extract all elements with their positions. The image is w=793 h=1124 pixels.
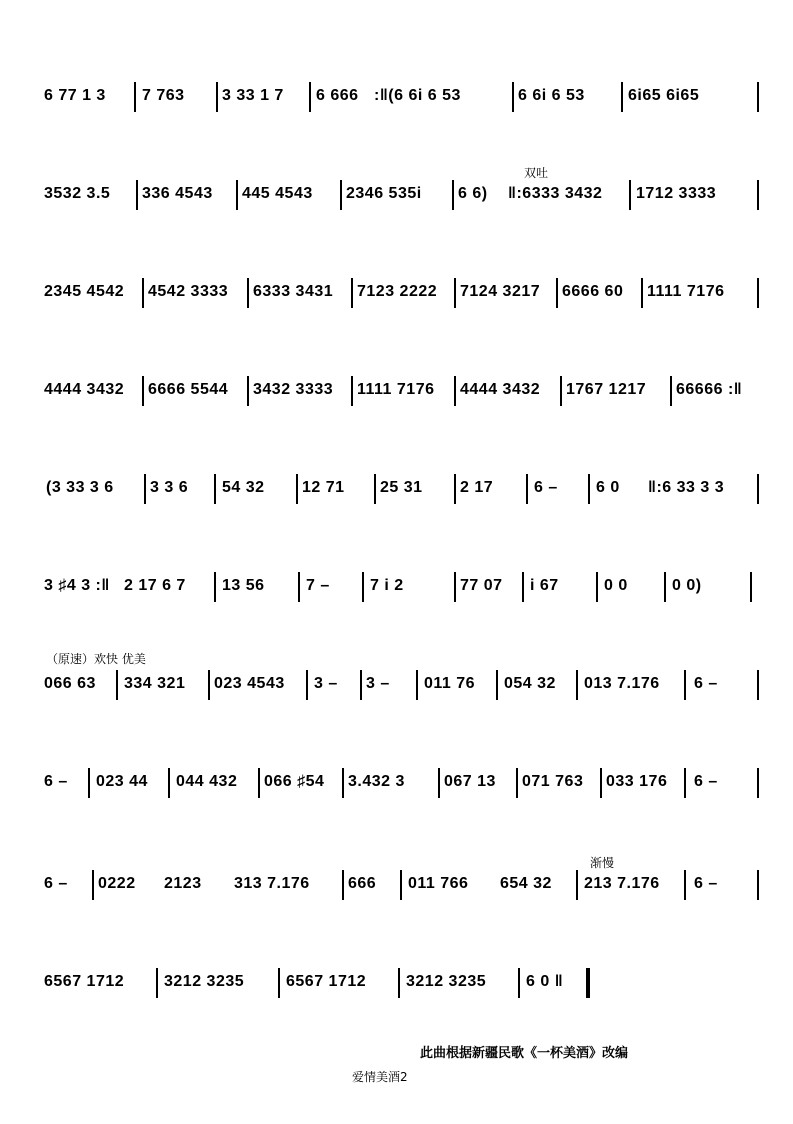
- barline: [641, 278, 643, 308]
- barline: [454, 572, 456, 602]
- measure: 0 0: [604, 577, 628, 594]
- barline: [664, 572, 666, 602]
- tempo-annotation: 渐慢: [590, 856, 615, 870]
- barline: [556, 278, 558, 308]
- measure: 6 –: [694, 675, 718, 692]
- barline: [757, 278, 759, 308]
- barline: [454, 278, 456, 308]
- tempo-annotation: （原速）欢快 优美: [46, 652, 146, 666]
- barline: [522, 572, 524, 602]
- score-row-2: [44, 176, 759, 216]
- measure: 7124 3217: [460, 283, 541, 300]
- barline: [144, 474, 146, 504]
- measure: 66666 :‖: [676, 381, 743, 398]
- barline: [236, 180, 238, 210]
- barline: [340, 180, 342, 210]
- barline: [309, 82, 311, 112]
- measure: 6 6i 6 53: [518, 87, 585, 104]
- barline: [298, 572, 300, 602]
- barline: [88, 768, 90, 798]
- barline: [684, 870, 686, 900]
- score-row-10: [44, 964, 759, 1004]
- score-row-1: [44, 78, 759, 118]
- barline: [342, 870, 344, 900]
- measure: 25 31: [380, 479, 423, 496]
- barline: [454, 376, 456, 406]
- page-label: 爱情美酒2: [352, 1070, 408, 1084]
- source-note: 此曲根据新疆民歌《一杯美酒》改编: [420, 1046, 629, 1061]
- measure: 6 –: [44, 773, 68, 790]
- measure: 334 321: [124, 675, 186, 692]
- barline: [629, 180, 631, 210]
- measure: 654 32: [500, 875, 552, 892]
- measure: 3 33 1 7: [222, 87, 284, 104]
- measure: 0222: [98, 875, 136, 892]
- barline: [247, 376, 249, 406]
- score-row-7: [44, 666, 759, 706]
- barline: [351, 376, 353, 406]
- barline: [757, 870, 759, 900]
- score-row-8: [44, 764, 759, 804]
- measure: :‖(6 6i 6 53: [374, 87, 461, 104]
- measure: 3212 3235: [164, 973, 245, 990]
- measure: 011 76: [424, 675, 476, 692]
- measure: 6 77 1 3: [44, 87, 106, 104]
- barline: [416, 670, 418, 700]
- measure: 2123: [164, 875, 202, 892]
- barline: [560, 376, 562, 406]
- measure: 023 44: [96, 773, 148, 790]
- measure: 213 7.176: [584, 875, 660, 892]
- measure: 066 63: [44, 675, 96, 692]
- measure: ‖:6333 3432: [508, 185, 603, 202]
- measure: 54 32: [222, 479, 265, 496]
- measure: 336 4543: [142, 185, 213, 202]
- barline: [452, 180, 454, 210]
- barline: [168, 768, 170, 798]
- measure: 6666 5544: [148, 381, 229, 398]
- measure: 12 71: [302, 479, 345, 496]
- measure: 1712 3333: [636, 185, 717, 202]
- barline: [400, 870, 402, 900]
- measure: 4444 3432: [460, 381, 541, 398]
- measure: 4542 3333: [148, 283, 229, 300]
- measure: 3 –: [366, 675, 390, 692]
- barline: [600, 768, 602, 798]
- barline: [670, 376, 672, 406]
- measure: 3 –: [314, 675, 338, 692]
- barline: [278, 968, 280, 998]
- barline: [351, 278, 353, 308]
- measure: ‖:6 33 3 3: [648, 479, 725, 496]
- measure: 6567 1712: [286, 973, 367, 990]
- measure: 1767 1217: [566, 381, 647, 398]
- measure: 77 07: [460, 577, 503, 594]
- barline: [596, 572, 598, 602]
- measure: 7 –: [306, 577, 330, 594]
- barline: [296, 474, 298, 504]
- barline: [116, 670, 118, 700]
- score-row-9: [44, 866, 759, 906]
- barline: [142, 278, 144, 308]
- measure: 6i65 6i65: [628, 87, 700, 104]
- barline: [374, 474, 376, 504]
- measure: 313 7.176: [234, 875, 310, 892]
- measure: 666: [348, 875, 377, 892]
- measure: 1111 7176: [357, 381, 435, 398]
- barline: [342, 768, 344, 798]
- barline: [214, 474, 216, 504]
- barline: [516, 768, 518, 798]
- measure: 3 3 6: [150, 479, 189, 496]
- barline: [134, 82, 136, 112]
- score-row-3: [44, 274, 759, 314]
- measure: 3 ♯4 3 :‖: [44, 577, 110, 594]
- barline: [496, 670, 498, 700]
- score-row-6: [44, 568, 759, 608]
- barline: [757, 180, 759, 210]
- barline: [208, 670, 210, 700]
- measure: 0 0): [672, 577, 702, 594]
- measure: 6666 60: [562, 283, 624, 300]
- measure: 6 0 ‖: [526, 973, 564, 990]
- barline: [621, 82, 623, 112]
- measure: 013 7.176: [584, 675, 660, 692]
- measure: 3212 3235: [406, 973, 487, 990]
- measure: 066 ♯54: [264, 773, 325, 790]
- barline: [247, 278, 249, 308]
- barline: [258, 768, 260, 798]
- barline: [526, 474, 528, 504]
- barline: [438, 768, 440, 798]
- measure: 6 666: [316, 87, 359, 104]
- measure: 6 –: [44, 875, 68, 892]
- measure: (3 33 3 6: [46, 479, 114, 496]
- measure: 7 i 2: [370, 577, 404, 594]
- score-row-4: [44, 372, 759, 412]
- barline: [142, 376, 144, 406]
- measure: 2346 535i: [346, 185, 422, 202]
- measure: 023 4543: [214, 675, 285, 692]
- score-row-5: [44, 470, 759, 510]
- barline: [398, 968, 400, 998]
- measure: 2 17 6 7: [124, 577, 186, 594]
- measure: 6 –: [694, 875, 718, 892]
- measure: 445 4543: [242, 185, 313, 202]
- measure: 6 0: [596, 479, 620, 496]
- barline: [518, 968, 520, 998]
- barline: [576, 670, 578, 700]
- measure: 6567 1712: [44, 973, 125, 990]
- measure: 3432 3333: [253, 381, 334, 398]
- barline: [362, 572, 364, 602]
- measure: 011 766: [408, 875, 469, 892]
- barline: [684, 670, 686, 700]
- barline: [588, 474, 590, 504]
- barline: [757, 82, 759, 112]
- barline: [576, 870, 578, 900]
- barline: [136, 180, 138, 210]
- measure: 3.432 3: [348, 773, 405, 790]
- measure: 7 763: [142, 87, 185, 104]
- measure: 6 –: [694, 773, 718, 790]
- measure: 3532 3.5: [44, 185, 111, 202]
- barline: [360, 670, 362, 700]
- barline: [156, 968, 158, 998]
- tempo-annotation: 双吐: [524, 166, 549, 180]
- measure: 044 432: [176, 773, 238, 790]
- measure: i 67: [530, 577, 559, 594]
- measure: 6 –: [534, 479, 558, 496]
- barline: [684, 768, 686, 798]
- final-barline: [586, 968, 590, 998]
- barline: [757, 768, 759, 798]
- measure: 033 176: [606, 773, 668, 790]
- barline: [306, 670, 308, 700]
- measure: 13 56: [222, 577, 265, 594]
- barline: [512, 82, 514, 112]
- measure: 1111 7176: [647, 283, 725, 300]
- measure: 7123 2222: [357, 283, 438, 300]
- barline: [92, 870, 94, 900]
- measure: 2345 4542: [44, 283, 125, 300]
- barline: [454, 474, 456, 504]
- barline: [757, 474, 759, 504]
- barline: [757, 670, 759, 700]
- measure: 6333 3431: [253, 283, 334, 300]
- measure: 6 6): [458, 185, 488, 202]
- measure: 054 32: [504, 675, 556, 692]
- measure: 071 763: [522, 773, 584, 790]
- measure: 2 17: [460, 479, 494, 496]
- barline: [214, 572, 216, 602]
- barline: [216, 82, 218, 112]
- measure: 4444 3432: [44, 381, 125, 398]
- barline: [750, 572, 752, 602]
- measure: 067 13: [444, 773, 496, 790]
